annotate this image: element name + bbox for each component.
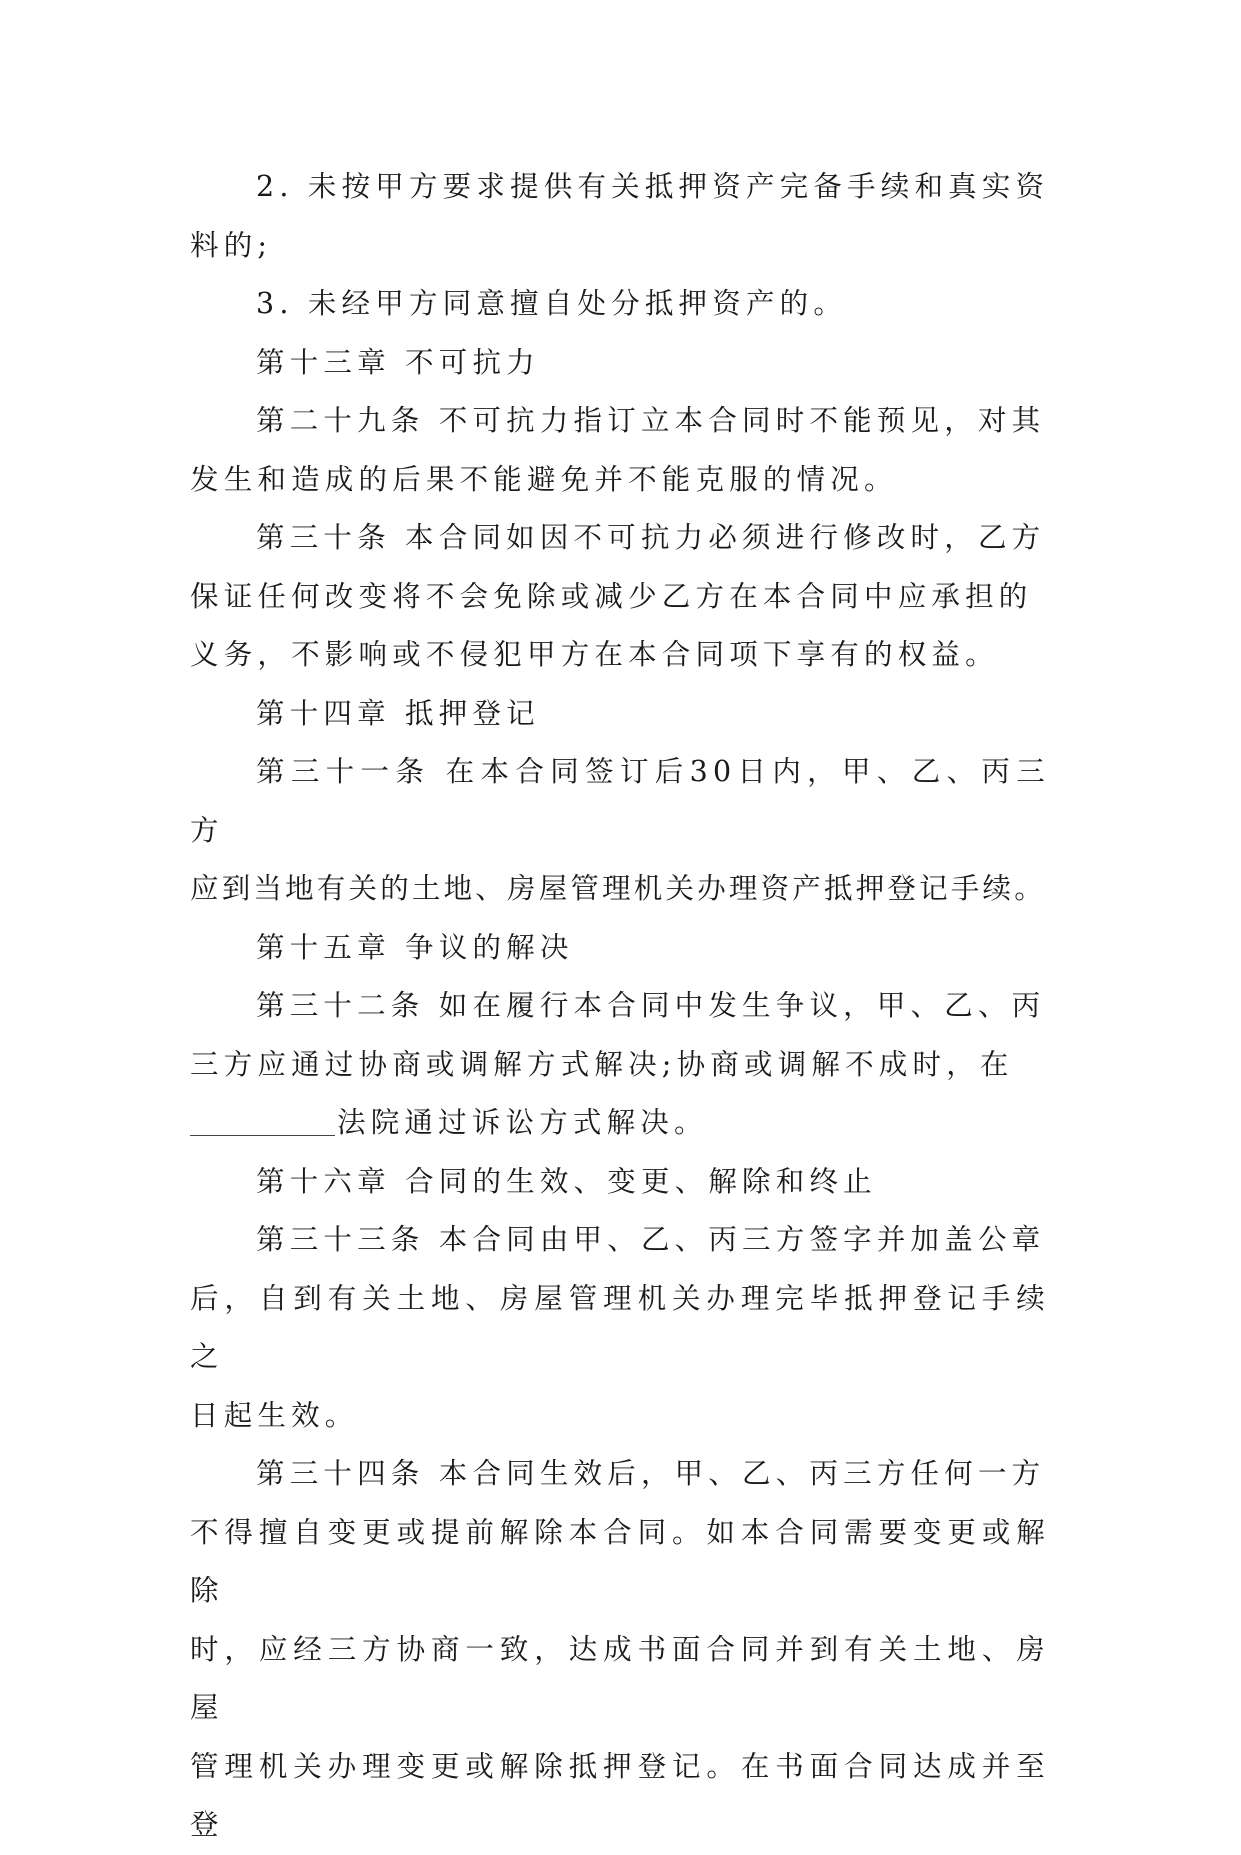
text-line: 第十五章 争议的解决 bbox=[256, 930, 574, 964]
article-33 bbox=[190, 1211, 1050, 1445]
text-line: 日起生效。 bbox=[190, 1398, 359, 1432]
article-30 bbox=[190, 509, 1050, 685]
text-line: 不得擅自变更或提前解除本合同。如本合同需要变更或解除 bbox=[190, 1515, 1050, 1607]
fill-in-blank[interactable] bbox=[190, 1105, 335, 1136]
text-line: 第十三章 不可抗力 bbox=[256, 345, 540, 379]
text-line-with-blank bbox=[190, 1094, 1050, 1153]
text-line: 第三十三条 本合同由甲、乙、丙三方签字并加盖公章 bbox=[256, 1223, 1046, 1256]
paragraph-item-3 bbox=[190, 275, 1050, 334]
chapter-heading-14 bbox=[190, 685, 1050, 744]
document-page bbox=[190, 158, 1050, 1855]
text-line: 后，自到有关土地、房屋管理机关办理完毕抵押登记手续之 bbox=[190, 1281, 1050, 1373]
paragraph-item-2 bbox=[190, 158, 1050, 275]
text-line: 第三十四条 本合同生效后，甲、乙、丙三方任何一方 bbox=[256, 1457, 1046, 1490]
text-line: 法院通过诉讼方式解决。 bbox=[337, 1106, 708, 1139]
text-line: 第十六章 合同的生效、变更、解除和终止 bbox=[256, 1164, 877, 1198]
article-29 bbox=[190, 392, 1050, 509]
text-line: 2. 未按甲方要求提供有关抵押资产完备手续和真实资 bbox=[256, 170, 1050, 203]
chapter-heading-13 bbox=[190, 334, 1050, 393]
article-32 bbox=[190, 977, 1050, 1153]
text-line: 第十四章 抵押登记 bbox=[256, 696, 540, 730]
text-line: 应到当地有关的土地、房屋管理机关办理资产抵押登记手续。 bbox=[190, 872, 1046, 905]
text-line: 发生和造成的后果不能避免并不能克服的情况。 bbox=[190, 462, 898, 496]
text-line: 时，应经三方协商一致，达成书面合同并到有关土地、房屋 bbox=[190, 1632, 1050, 1724]
article-34 bbox=[190, 1445, 1050, 1855]
text-line: 保证任何改变将不会免除或减少乙方在本合同中应承担的 bbox=[190, 579, 1033, 613]
chapter-heading-15 bbox=[190, 919, 1050, 978]
text-line: 第三十一条 在本合同签订后30日内，甲、乙、丙三方 bbox=[190, 755, 1050, 847]
text-line: 第三十条 本合同如因不可抗力必须进行修改时，乙方 bbox=[256, 521, 1046, 554]
text-line: 义务，不影响或不侵犯甲方在本合同项下享有的权益。 bbox=[190, 638, 999, 671]
article-31 bbox=[190, 743, 1050, 919]
text-line: 第二十九条 不可抗力指订立本合同时不能预见，对其 bbox=[256, 404, 1046, 437]
text-line: 第三十二条 如在履行本合同中发生争议，甲、乙、丙 bbox=[256, 989, 1046, 1022]
text-line: 三方应通过协商或调解方式解决;协商或调解不成时，在 bbox=[190, 1047, 1014, 1081]
text-line: 3. 未经甲方同意擅自处分抵押资产的。 bbox=[256, 287, 848, 320]
text-line: 料的; bbox=[190, 228, 273, 262]
chapter-heading-16 bbox=[190, 1153, 1050, 1212]
text-line: 管理机关办理变更或解除抵押登记。在书面合同达成并至登 bbox=[190, 1749, 1050, 1841]
